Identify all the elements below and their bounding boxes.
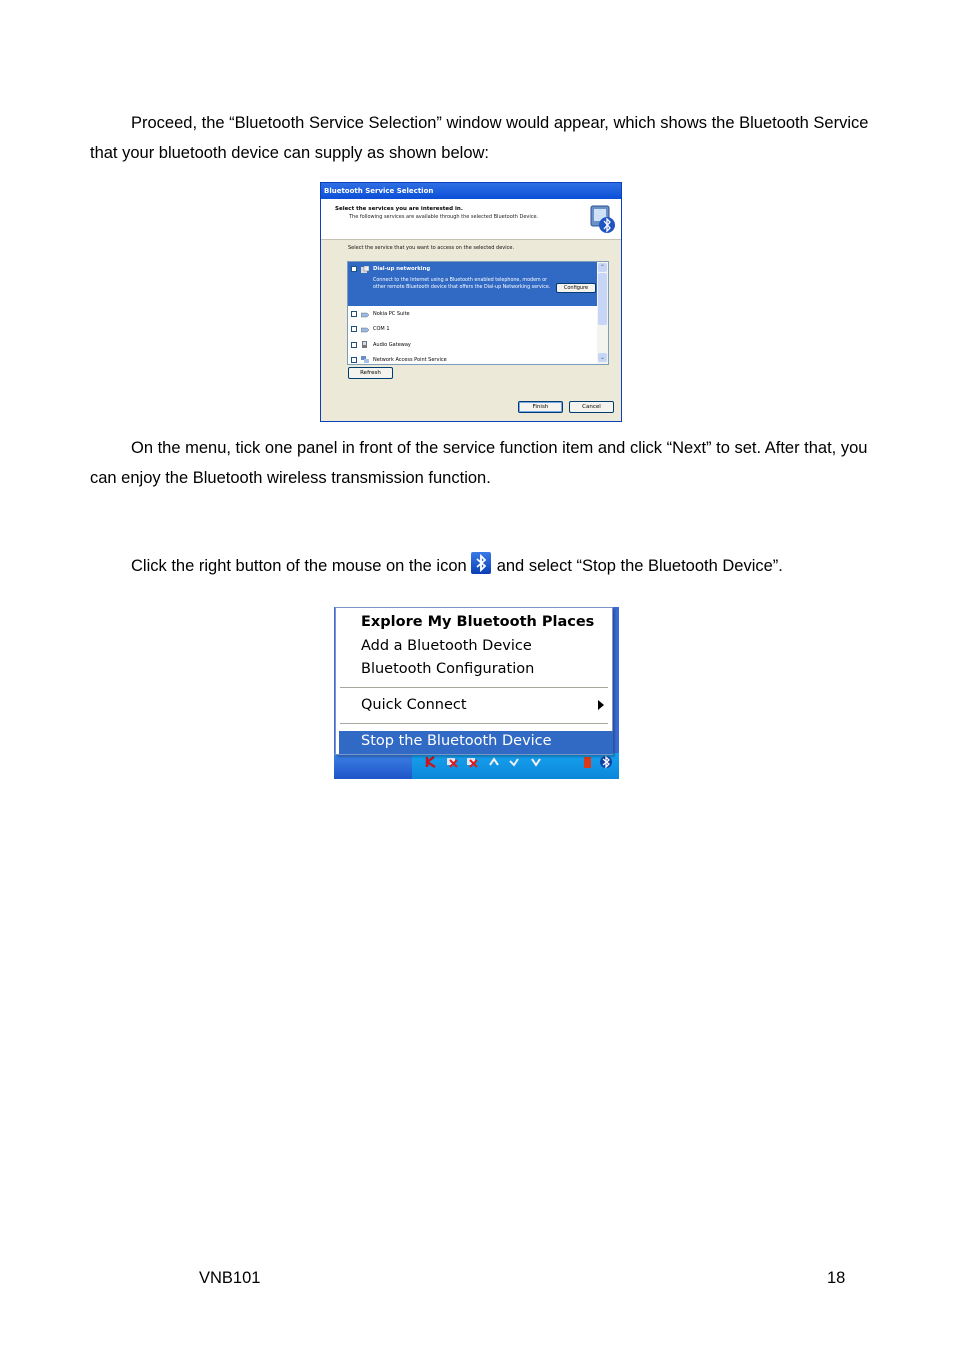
menu-item-label: Stop the Bluetooth Device (361, 733, 552, 749)
service-label: COM 1 (373, 326, 390, 332)
cancel-button[interactable]: Cancel (569, 401, 614, 413)
menu-item-bluetooth-configuration[interactable]: Bluetooth Configuration (361, 661, 535, 677)
network-disconnected-icon (446, 755, 458, 769)
service-item-audio-gateway[interactable] (348, 339, 598, 351)
tray-status-icon (530, 755, 542, 769)
service-list[interactable] (347, 261, 609, 365)
menu-separator (340, 687, 608, 688)
tray-status-icon (508, 755, 520, 769)
submenu-arrow-icon (598, 700, 604, 710)
service-item-nokia-pc-suite[interactable] (348, 308, 598, 320)
service-checkbox[interactable] (351, 266, 357, 272)
bluetooth-device-icon (587, 203, 617, 235)
scroll-up-icon[interactable]: ⌃ (599, 264, 606, 271)
intro-paragraph: Proceed, the “Bluetooth Service Selection” window would appear, which shows the Bluetooth Service that your bluetooth device can supply as shown below: (90, 114, 869, 162)
menu-item-stop-bluetooth-device[interactable] (339, 731, 613, 754)
network-icon (361, 356, 369, 363)
speaker-icon (582, 755, 594, 769)
menu-item-explore-my-bluetooth-places[interactable]: Explore My Bluetooth Places (361, 614, 595, 630)
context-menu (335, 607, 613, 755)
service-item-com1[interactable] (348, 323, 598, 335)
dialog-title-bar: Bluetooth Service Selection (321, 183, 621, 199)
service-item-network-access-point[interactable] (348, 354, 598, 365)
service-name: Dial-up networking (373, 266, 431, 272)
dialog-header-subtitle: The following services are available through the selected Bluetooth Device. (349, 214, 539, 220)
bluetooth-icon[interactable] (600, 755, 612, 769)
footer-model: VNB101 (199, 1269, 261, 1287)
bluetooth-context-menu-screenshot (334, 607, 619, 779)
tray-app-icon (425, 755, 437, 769)
service-checkbox[interactable] (351, 342, 357, 348)
configure-button[interactable]: Configure (556, 283, 596, 293)
serial-port-icon (361, 311, 369, 318)
service-item-dial-up-networking[interactable] (348, 262, 598, 306)
dial-up-icon (361, 266, 369, 273)
scroll-down-icon[interactable]: ⌄ (599, 354, 606, 361)
bluetooth-tray-icon (471, 552, 491, 574)
dialog-header (321, 199, 621, 240)
dialog-header-title: Select the services you are interested in. (335, 206, 463, 212)
scroll-thumb[interactable] (598, 273, 607, 325)
service-label: Nokia PC Suite (373, 311, 410, 317)
service-checkbox[interactable] (351, 326, 357, 332)
menu-item-add-bluetooth-device[interactable]: Add a Bluetooth Device (361, 638, 532, 654)
menu-separator (340, 723, 608, 724)
service-instruction: Select the service that you want to access on the selected device. (348, 245, 515, 251)
serial-port-icon (361, 326, 369, 333)
bluetooth-service-selection-dialog (320, 182, 622, 422)
tray-status-icon (488, 755, 500, 769)
page-number: 18 (827, 1269, 846, 1287)
refresh-button[interactable]: Refresh (348, 367, 393, 379)
service-label: Audio Gateway (373, 342, 411, 348)
menu-item-quick-connect[interactable]: Quick Connect (361, 697, 467, 713)
service-label: Network Access Point Service (373, 357, 447, 363)
service-list-scrollbar[interactable] (597, 262, 608, 364)
network-disconnected-icon (466, 755, 478, 769)
service-checkbox[interactable] (351, 357, 357, 363)
audio-gateway-icon (361, 341, 369, 348)
instruction-paragraph: On the menu, tick one panel in front of the service function item and click “Next” to set. After that, you can enjoy the Bluetooth wireless transmission function. (90, 439, 868, 487)
service-checkbox[interactable] (351, 311, 357, 317)
finish-button[interactable]: Finish (518, 401, 563, 413)
service-description: Connect to the Internet using a Bluetooth enabled telephone, modem or other remote Bluetooth device that offers the Dial-up Networking service. (373, 278, 551, 290)
stop-device-paragraph: Click the right button of the mouse on the icon and select “Stop the Bluetooth Device”. (131, 551, 891, 581)
